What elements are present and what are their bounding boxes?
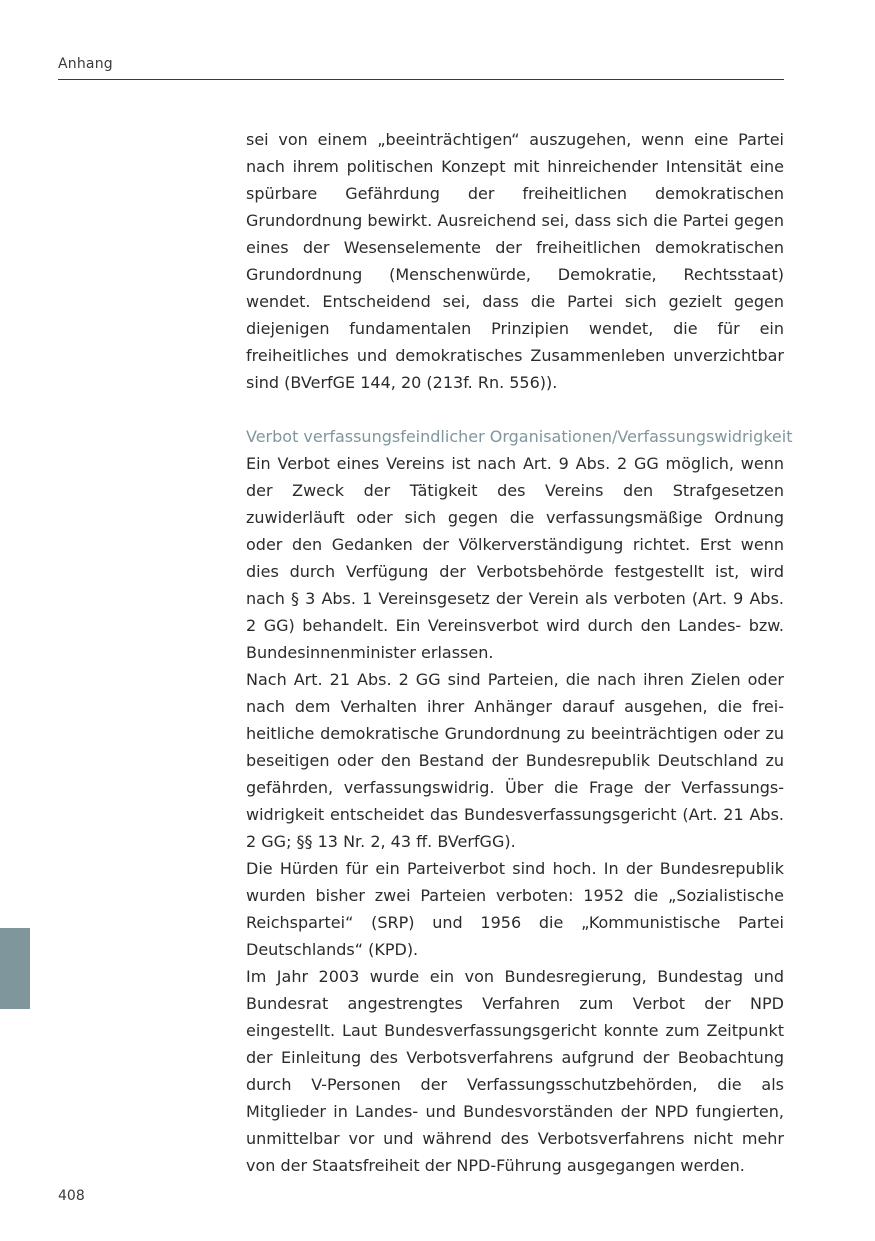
paragraph-npd-verfahren: Im Jahr 2003 wurde ein von Bundesregierung, Bundestag und Bundesrat angestrengtes Verfahren zum Verbot der NPD eingestellt. Laut Bundesverfassungsgericht konnte zum Zeitpunkt der Einleitung des Verbotsverfahrens aufgrund der Beobachtung durch V-Personen der Verfassungsschutzbehörden, die als Mitglieder in Landes- und Bundesvorständen der NPD fungierten, unmittelbar vor und während des Verbotsverfahrens nicht mehr von der Staatsfreiheit der NPD-Führung ausgegangen werden. (246, 967, 784, 1175)
paragraph-continuation: sei von einem „beeinträchtigen“ auszugehen, wenn eine Partei nach ihrem politischen Konzept mit hinreichender Intensität eine spürbare Gefährdung der freiheitlichen demokratischen Grundordnung bewirkt. Ausreichend sei, dass sich die Partei gegen eines der Wesenselemente der freiheitlichen demokratischen Grundordnung (Menschenwürde, Demokratie, Rechtsstaat) wendet. Entscheidend sei, dass die Partei sich gezielt gegen diejenigen fundamentalen Prinzipien wendet, die für ein freiheitliches und demokratisches Zusammenleben unverzichtbar sind (BVerfGE 144, 20 (213f. Rn. 556)). (246, 130, 784, 392)
section-heading: Verbot verfassungsfeindlicher Organisationen/Verfassungswidrigkeit (246, 427, 793, 446)
main-text-column (246, 126, 793, 1179)
chapter-side-tab (0, 928, 30, 1009)
paragraph-parteiverbot-huerden: Die Hürden für ein Parteiverbot sind hoch. In der Bundesrepublik wurden bisher zwei Parteien verboten: 1952 die „Sozialistische Reichspartei“ (SRP) und 1956 die „Kommunistische Partei Deutschlands“ (KPD). (246, 859, 784, 959)
paragraph-parteiverbot-grundlage: Nach Art. 21 Abs. 2 GG sind Parteien, die nach ihren Zielen oder nach dem Verhalten ihrer Anhänger darauf ausgehen, die freiheitliche demokratische Grundordnung zu beeinträchtigen oder zu beseitigen oder den Bestand der Bundesrepublik Deutschland zu gefährden, verfassungswidrig. Über die Frage der Verfassungswidrigkeit entscheidet das Bundesverfassungsgericht (Art. 21 Abs. 2 GG; §§ 13 Nr. 2, 43 ff. BVerfGG). (246, 670, 784, 851)
paragraph-vereinsverbot: Ein Verbot eines Vereins ist nach Art. 9 Abs. 2 GG möglich, wenn der Zweck der Tätigkeit des Vereins den Strafgesetzen zuwiderläuft oder sich gegen die verfassungsmäßige Ordnung oder den Gedanken der Völkerverständigung richtet. Erst wenn dies durch Verfügung der Verbotsbehörde festgestellt ist, wird nach § 3 Abs. 1 Vereinsgesetz der Verein als verboten (Art. 9 Abs. 2 GG) behandelt. Ein Vereinsverbot wird durch den Landes- bzw. Bundesinnenminister erlassen. (246, 454, 784, 662)
running-head: Anhang (58, 56, 113, 72)
page-number: 408 (58, 1188, 85, 1204)
header-rule (58, 79, 784, 80)
